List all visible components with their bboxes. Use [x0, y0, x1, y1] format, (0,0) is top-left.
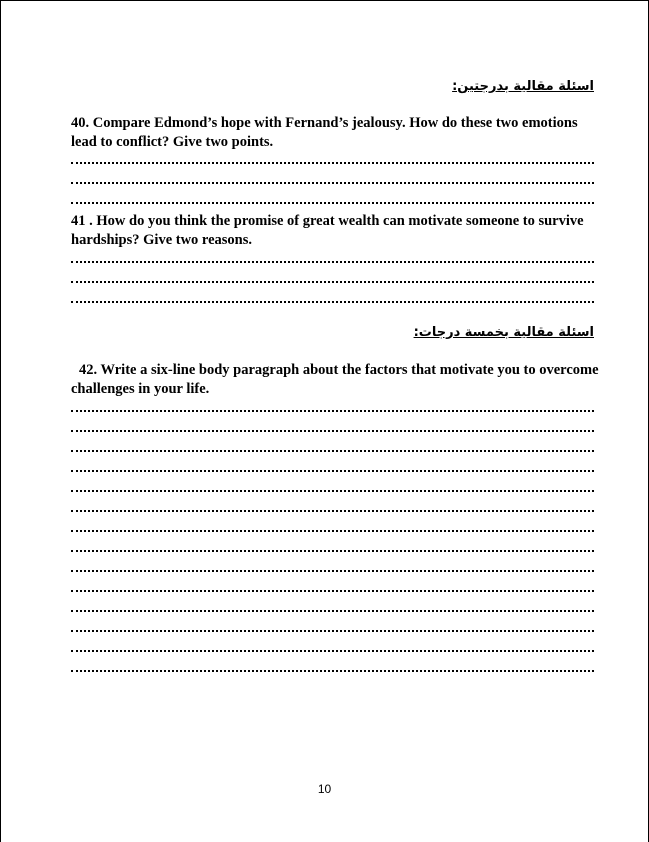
- answer-line[interactable]: [71, 410, 594, 412]
- answer-line[interactable]: [71, 530, 594, 532]
- answer-line[interactable]: [71, 490, 594, 492]
- answer-line[interactable]: [71, 670, 594, 672]
- answer-line[interactable]: [71, 430, 594, 432]
- answer-line[interactable]: [71, 182, 594, 184]
- answer-line[interactable]: [71, 162, 594, 164]
- question-42: 42. Write a six-line body paragraph about the factors that motivate you to overcome challenges in your life.: [71, 362, 599, 397]
- answer-line[interactable]: [71, 202, 594, 204]
- page-number: 10: [317, 782, 332, 796]
- answer-line[interactable]: [71, 570, 594, 572]
- answer-line[interactable]: [71, 470, 594, 472]
- answer-line[interactable]: [71, 650, 594, 652]
- answer-line[interactable]: [71, 610, 594, 612]
- answer-line[interactable]: [71, 590, 594, 592]
- answer-line[interactable]: [71, 450, 594, 452]
- answer-line[interactable]: [71, 630, 594, 632]
- answer-line[interactable]: [71, 301, 594, 303]
- answer-line[interactable]: [71, 550, 594, 552]
- answer-line[interactable]: [71, 281, 594, 283]
- question-40: 40. Compare Edmond’s hope with Fernand’s jealousy. How do these two emotions lead to conflict? Give two points.: [71, 115, 578, 150]
- section-heading-five-marks: اسئلة مقالية بخمسة درجات:: [413, 325, 594, 340]
- answer-line[interactable]: [71, 510, 594, 512]
- answer-line[interactable]: [71, 261, 594, 263]
- question-41: 41 . How do you think the promise of great wealth can motivate someone to survive hardships? Give two reasons.: [71, 213, 584, 248]
- section-heading-two-marks: اسئلة مقالية بدرجتين:: [452, 79, 594, 94]
